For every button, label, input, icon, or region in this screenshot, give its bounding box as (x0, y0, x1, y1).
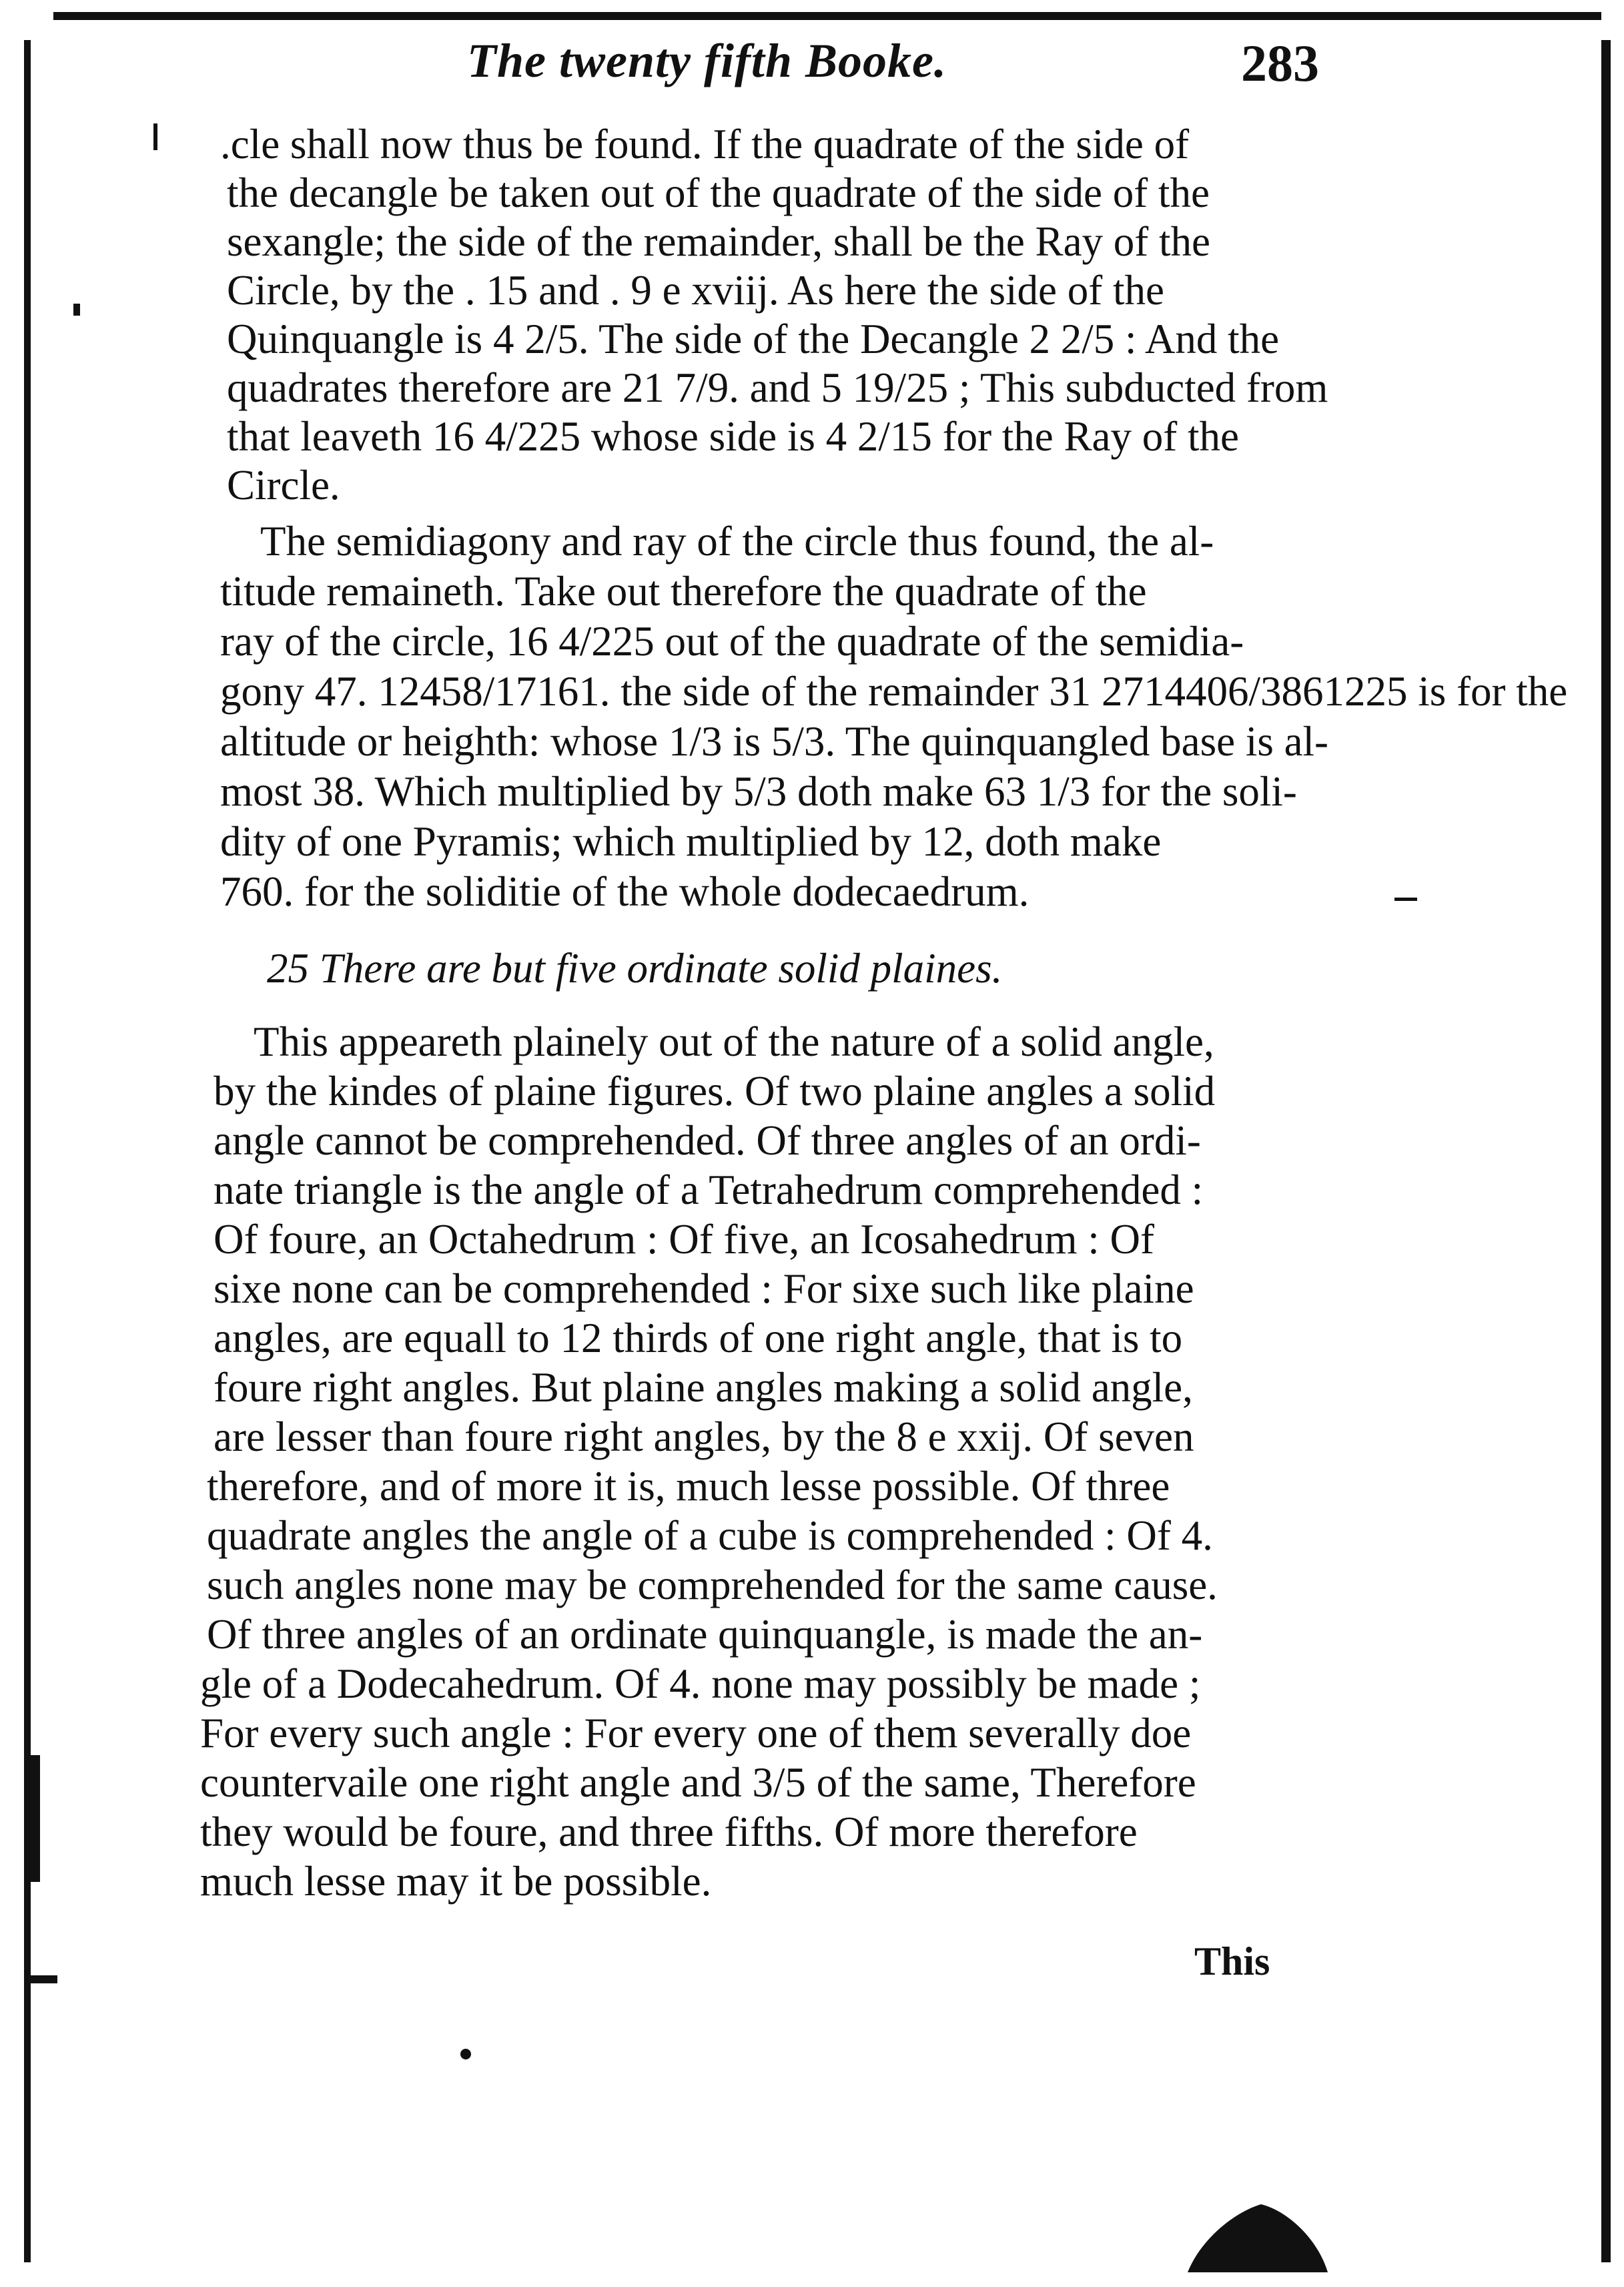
text-line: The semidiagony and ray of the circle thus found, the al- (260, 518, 1214, 565)
text-line: that leaveth 16 4/225 whose side is 4 2/15 for the Ray of the (227, 413, 1239, 460)
ink-dot (460, 2049, 471, 2059)
text-line: ray of the circle, 16 4/225 out of the quadrate of the semidia- (220, 618, 1244, 665)
text-line: For every such angle : For every one of them severally doe (200, 1710, 1192, 1756)
text-line: by the kindes of plaine figures. Of two plaine angles a solid (214, 1068, 1216, 1114)
text-line: nate triangle is the angle of a Tetrahedrum comprehended : (214, 1167, 1204, 1213)
page-number: 283 (1241, 34, 1319, 92)
catchword: This (1194, 1939, 1270, 1983)
text-line: angles, are equall to 12 thirds of one right angle, that is to (214, 1315, 1183, 1361)
text-line: they would be foure, and three fifths. Of more therefore (200, 1809, 1138, 1855)
text-line: gony 47. 12458/17161. the side of the remainder 31 2714406/3861225 is for the (220, 668, 1568, 715)
text-line: quadrate angles the angle of a cube is comprehended : Of 4. (207, 1512, 1213, 1559)
ink-blot (1188, 2199, 1328, 2272)
text-line: such angles none may be comprehended for the same cause. (207, 1562, 1218, 1608)
text-line: Circle. (227, 462, 340, 509)
text-line: therefore, and of more it is, much lesse possible. Of three (207, 1463, 1170, 1510)
text-line: sexangle; the side of the remainder, shall be the Ray of the (227, 218, 1210, 265)
text-line: quadrates therefore are 21 7/9. and 5 19/25 ; This subducted from (227, 364, 1328, 411)
text-line: angle cannot be comprehended. Of three angles of an ordi- (214, 1117, 1201, 1164)
margin-mark (73, 304, 80, 316)
right-border-rule (1601, 40, 1611, 2262)
text-line: 760. for the soliditie of the whole dodecaedrum. (220, 868, 1030, 915)
text-line: titude remaineth. Take out therefore the quadrate of the (220, 568, 1147, 615)
text-line: This appeareth plainely out of the nature of a solid angle, (254, 1018, 1214, 1065)
text-line: sixe none can be comprehended : For sixe such like plaine (214, 1265, 1194, 1312)
text-line: countervaile one right angle and 3/5 of the same, Therefore (200, 1759, 1196, 1806)
text-line: Of three angles of an ordinate quinquangle, is made the an- (207, 1611, 1203, 1658)
text-line: Circle, by the . 15 and . 9 e xviij. As here the side of the (227, 267, 1164, 314)
text-line: much lesse may it be possible. (200, 1858, 712, 1905)
text-line: the decangle be taken out of the quadrate of the side of the (227, 170, 1210, 216)
text-line: Of foure, an Octahedrum : Of five, an Icosahedrum : Of (214, 1216, 1154, 1263)
text-line: gle of a Dodecahedrum. Of 4. none may possibly be made ; (200, 1660, 1201, 1707)
text-line: dity of one Pyramis; which multiplied by 12, doth make (220, 818, 1162, 865)
margin-mark (153, 123, 157, 150)
left-border-rule (24, 40, 31, 2262)
text-line: Quinquangle is 4 2/5. The side of the Decangle 2 2/5 : And the (227, 316, 1280, 362)
margin-mark (1394, 898, 1417, 901)
text-line: most 38. Which multiplied by 5/3 doth make 63 1/3 for the soli- (220, 768, 1297, 815)
proposition-heading: 25 There are but five ordinate solid plaines. (267, 945, 1003, 992)
text-line: foure right angles. But plaine angles making a solid angle, (214, 1364, 1193, 1411)
text-line: are lesser than foure right angles, by the 8 e xxij. Of seven (214, 1413, 1194, 1460)
text-line: altitude or heighth: whose 1/3 is 5/3. The quinquangled base is al- (220, 718, 1329, 765)
margin-mark (31, 1755, 40, 1882)
top-border-rule (53, 12, 1601, 20)
margin-mark (31, 1975, 57, 1983)
text-line: .cle shall now thus be found. If the quadrate of the side of (220, 121, 1190, 168)
running-title: The twenty fifth Booke. (467, 34, 947, 87)
